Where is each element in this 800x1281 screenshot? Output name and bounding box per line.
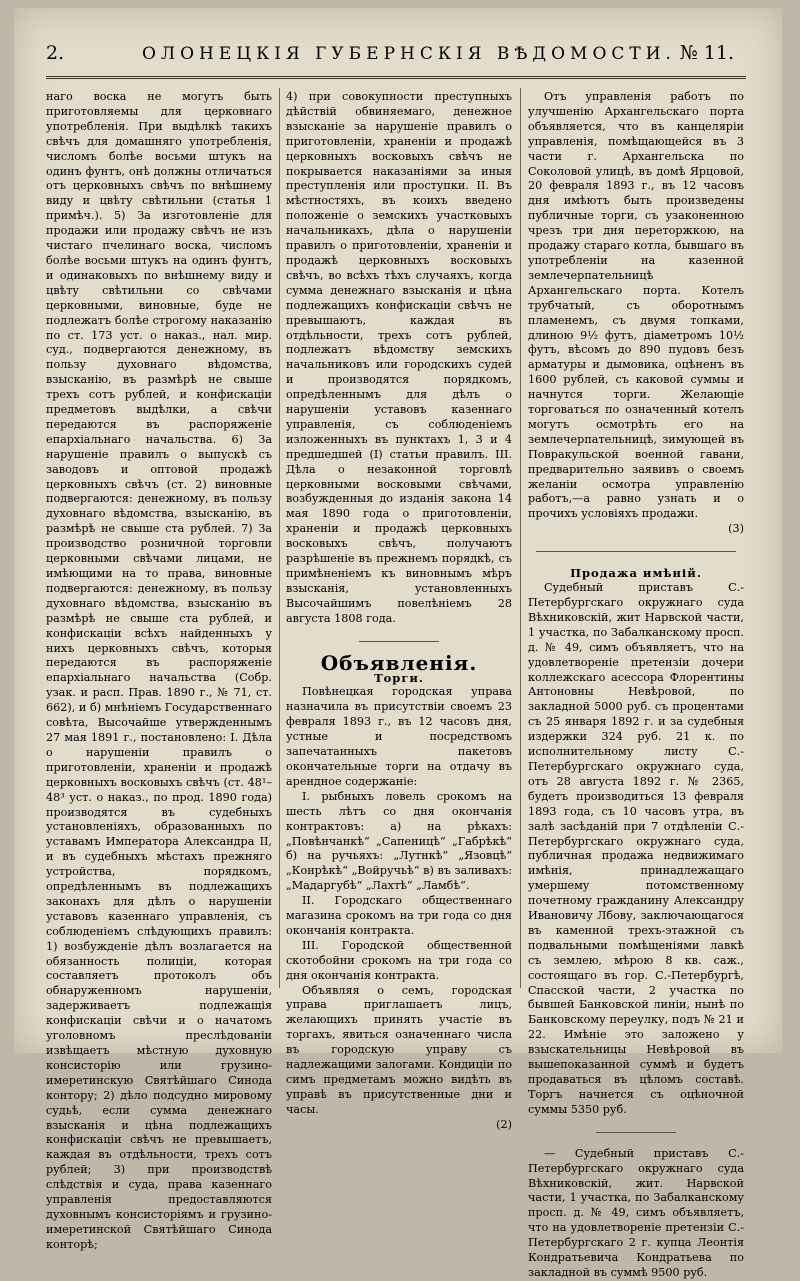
separator [536, 551, 736, 552]
ad-item: I. рыбныхъ ловель срокомъ на шесть лѣтъ со дня окончанія контрактовъ: а) на рѣкахъ: „Повѣнчанкѣ“ „Сапеницѣ“ „Габрѣкѣ“ б) на ручьяхъ: „Лутнкѣ“ „Язовцѣ“ „Конрѣкѣ“ „Войручьѣ“ в) въ заливахъ: „Мадаргубѣ“ „Лахтѣ“ „Ламбѣ“. [286, 789, 512, 893]
ads-heading: Объявленія. [320, 650, 478, 675]
ad-text: Судебный приставъ С.-Петербургскаго окружнаго суда Вѣхниковскій, жит Нарвской части, 1 участка, по Забалканскому просп. д. № 49, симъ объявляетъ, что на удовлетвореніе претензіи дочери коллежскаго асессора Флорентины Антоновны Невѣровой, по закладной 5000 руб. съ процентами съ 25 января 1892 г. и за судебныя издержки 324 руб. 21 к. по исполнительному листу С.-Петербургскаго окружнаго суда, отъ 28 августа 1892 г. № 2365, будетъ производиться 13 февраля 1893 года, съ 10 часовъ утра, въ залѣ засѣданій при 7 отдѣленіи С.-Петербургскаго окружнаго суда, публичная продажа недвижимаго имѣнія, принадлежащаго умершему потомственному почетному гражданину Александру Ивановичу Лбову, заключающагося въ каменной трехъ-этажной съ подвальными помѣщеніями лавкѣ съ землею, мѣрою 8 кв. саж., состоящаго въ гор. С.-Петербургѣ, Спасской части, 2 участка по бывшей Банковской линіи, нынѣ по Банковскому переулку, подъ № 21 и 22. Имѣніе это заложено у взыскательницы Невѣровой въ вышепоказанной суммѣ и будетъ продаваться въ цѣломъ составѣ. Торгъ начнется съ оцѣночной суммы 5350 руб. [528, 581, 744, 1116]
ad-text: — Судебный приставъ С.-Петербургскаго окружнаго суда Вѣхниковскій, жит. Нарвской части, 1 участка, по Забалканскому просп. д. № 49, симъ объявляетъ, что на удовлетвореніе претензіи С.-Петербургскаго 2 г. купца Леонтія Кондратьевича Кондратьева по закладной въ суммѣ 9500 руб. [528, 1146, 744, 1279]
newspaper-title: ОЛОНЕЦКІЯ ГУБЕРНСКІЯ ВѢДОМОСТИ. [142, 44, 676, 64]
article-text: наго воска не могутъ быть приготовляемы для церковнаго употребленія. При выдѣлкѣ такихъ свѣчъ для домашняго употребленія, числомъ болѣе восьми штукъ на одинъ фунтъ, онѣ должны отличаться отъ церковныхъ свѣчъ по внѣшнему виду и цвѣту свѣтильни (статья 1 примѣч.). 5) За изготовленіе для продажи или продажу свѣчъ не изъ чистаго пчелинаго воска, числомъ болѣе восьми штукъ на одинъ фунтъ, и одинаковыхъ по внѣшнему виду и цвѣту свѣтильни со свѣчами церковными, виновные, буде не подлежатъ болѣе строгому наказанію по ст. 173 уст. о наказ., нал. мир. суд., подвергаются денежному, въ пользу духовнаго вѣдомства, взысканію, въ размѣрѣ не свыше трехъ сотъ рублей, и конфискаціи предметовъ выдѣлки, а свѣчи передаются въ распоряженіе епархіальнаго начальства. 6) За нарушеніе правилъ о выпускѣ съ заводовъ и оптовой продажѣ церковныхъ свѣчъ (ст. 2) виновные подвергаются: денежному, въ пользу духовнаго вѣдомства, взысканію, въ размѣрѣ не свыше ста рублей. 7) За производство розничной торговли церковными свѣчами лицами, не имѣющими на то права, виновные подвергаются: денежному, въ пользу духовнаго вѣдомства, взысканію въ размѣрѣ не свыше ста рублей, и конфискаціи всѣхъ найденныхъ у нихъ церковныхъ свѣчъ, которыя передаются въ распоряженіе епархіальнаго начальства (Собр. узак. и расп. Прав. 1890 г., № 71, ст. 662), и б) мнѣніемъ Государственнаго совѣта, Высочайше утвержденнымъ 27 мая 1891 г., постановлено: I. Дѣла о нарушеніи правилъ о приготовленіи, храненіи и продажѣ церковныхъ восковыхъ свѣчъ (ст. 48¹–48³ уст. о наказ., по прод. 1890 года) производятся въ судебныхъ установленіяхъ, образованныхъ по уставамъ Императора Александра II, и въ судебныхъ мѣстахъ прежняго устройства, порядкомъ, опредѣленнымъ въ подлежащихъ законахъ для дѣлъ о нарушеніи уставовъ казеннаго управленія, съ соблюденіемъ слѣдующихъ правилъ: 1) возбужденіе дѣлъ возлагается на обязанность полиціи, которая составляетъ протоколъ объ обнаруженномъ нарушеніи, задерживаетъ подлежащія конфискаціи свѣчи и о начатомъ уголовномъ преслѣдованіи извѣщаетъ мѣстную духовную консисторію или грузино-имеретинскую Святѣйшаго Синода контору; 2) дѣло подсудно мировому судьѣ, если сумма денежнаго взысканія и цѣна подлежащихъ конфискаціи свѣчъ не превышаетъ, каждая въ отдѣльности, трехъ сотъ рублей; 3) при производствѣ слѣдствія и суда, права казеннаго управленія предоставляются духовнымъ консисторіямъ и грузино-имеретинской Святѣйшаго Синода конторѣ; [46, 90, 272, 1251]
ad-text: Объявляя о семъ, городская управа приглашаетъ лицъ, желающихъ принять участіе въ торгахъ, явиться означеннаго числа въ городскую управу съ надлежащими залогами. Кондиціи по симъ предметамъ можно видѣть въ управѣ въ присутственные дни и часы. [286, 983, 512, 1116]
page-number: 2. [46, 42, 65, 64]
column-left [46, 90, 272, 1253]
page-header [46, 34, 746, 74]
estates-heading: Продажа имѣній. [570, 566, 702, 581]
ad-mark: (3) [728, 522, 744, 536]
ad-text: Отъ управленія работъ по улучшенію Архангельскаго порта объявляется, что въ канцеляріи управленія, помѣщающейся въ 3 части г. Архангельска по Соколовой улицѣ, въ домѣ Ярцовой, 20 февраля 1893 г., въ 12 часовъ дня имѣютъ быть произведены публичные торги, съ узаконенною чрезъ три дня переторжкою, на продажу стараго котла, бывшаго въ употребленіи на казенной землечерпательницѣ Архангельскаго порта. Котелъ трубчатый, съ оборотнымъ пламенемъ, съ двумя топками, длиною 9½ футъ, діаметромъ 10½ футъ, вѣсомъ до 890 пудовъ безъ арматуры и дымовика, оцѣненъ въ 1600 рублей, съ каковой суммы и начнутся торги. Желающіе торговаться по означенный котелъ могутъ осмотрѣть его на землечерпательницѣ, зимующей въ Повракульской военной гавани, предварительно заявивъ о своемъ желаніи осмотра управленію работъ,—а равно узнать и о прочихъ условіяхъ продажи. [528, 90, 744, 521]
article-text: 4) при совокупности преступныхъ дѣйствій обвиняемаго, денежное взысканіе за нарушеніе правилъ о приготовленіи, храненіи и продажѣ церковныхъ восковыхъ свѣчъ не покрывается наказаніями за иныя преступленія или проступки. II. Въ мѣстностяхъ, въ коихъ введено положеніе о земскихъ участковыхъ начальникахъ, дѣла о нарушеніи правилъ о приготовленіи, храненіи и продажѣ церковныхъ восковыхъ свѣчъ, во всѣхъ тѣхъ случаяхъ, когда сумма денежнаго взысканія и цѣна подлежащихъ конфискаціи свѣчъ не превышаютъ, каждая въ отдѣльности, трехъ сотъ рублей, подлежатъ вѣдомству земскихъ начальниковъ или городскихъ судей и производятся порядкомъ, опредѣленнымъ для дѣлъ о нарушеніи уставовъ казеннаго управленія, съ соблюденіемъ изложенныхъ въ пунктахъ 1, 3 и 4 предшедшей (I) статьи правилъ. III. Дѣла о незаконной торговлѣ церковными восковыми свѣчами, возбужденныя до изданія закона 14 мая 1890 года о приготовленіи, храненіи и продажѣ церковныхъ восковыхъ свѣчъ, получаютъ разрѣшеніе въ прежнемъ порядкѣ, съ примѣненіемъ къ виновнымъ мѣръ взысканія, установленныхъ Высочайшимъ повелѣніемъ 28 августа 1808 года. [286, 90, 512, 625]
issue-number: № 11. [679, 42, 734, 64]
ad-mark: (2) [496, 1117, 512, 1131]
column-divider [279, 88, 280, 988]
column-right [528, 90, 744, 1281]
ad-item: III. Городской общественной скотобойни срокомъ на три года со дня окончанія контракта. [286, 938, 512, 982]
ad-text: Повѣнецкая городская управа назначила въ присутствіи своемъ 23 февраля 1893 г., въ 12 часовъ дня, устные и посредствомъ запечатанныхъ пакетовъ окончательные торги на отдачу въ арендное содержаніе: [286, 685, 512, 788]
separator [596, 1132, 676, 1133]
header-rule [46, 76, 746, 79]
separator [359, 641, 439, 642]
column-middle [286, 90, 512, 1133]
column-divider [520, 88, 521, 988]
ad-item: II. Городскаго общественнаго магазина срокомъ на три года со дня окончанія контракта. [286, 894, 512, 937]
torgi-heading: Торги. [374, 670, 424, 685]
